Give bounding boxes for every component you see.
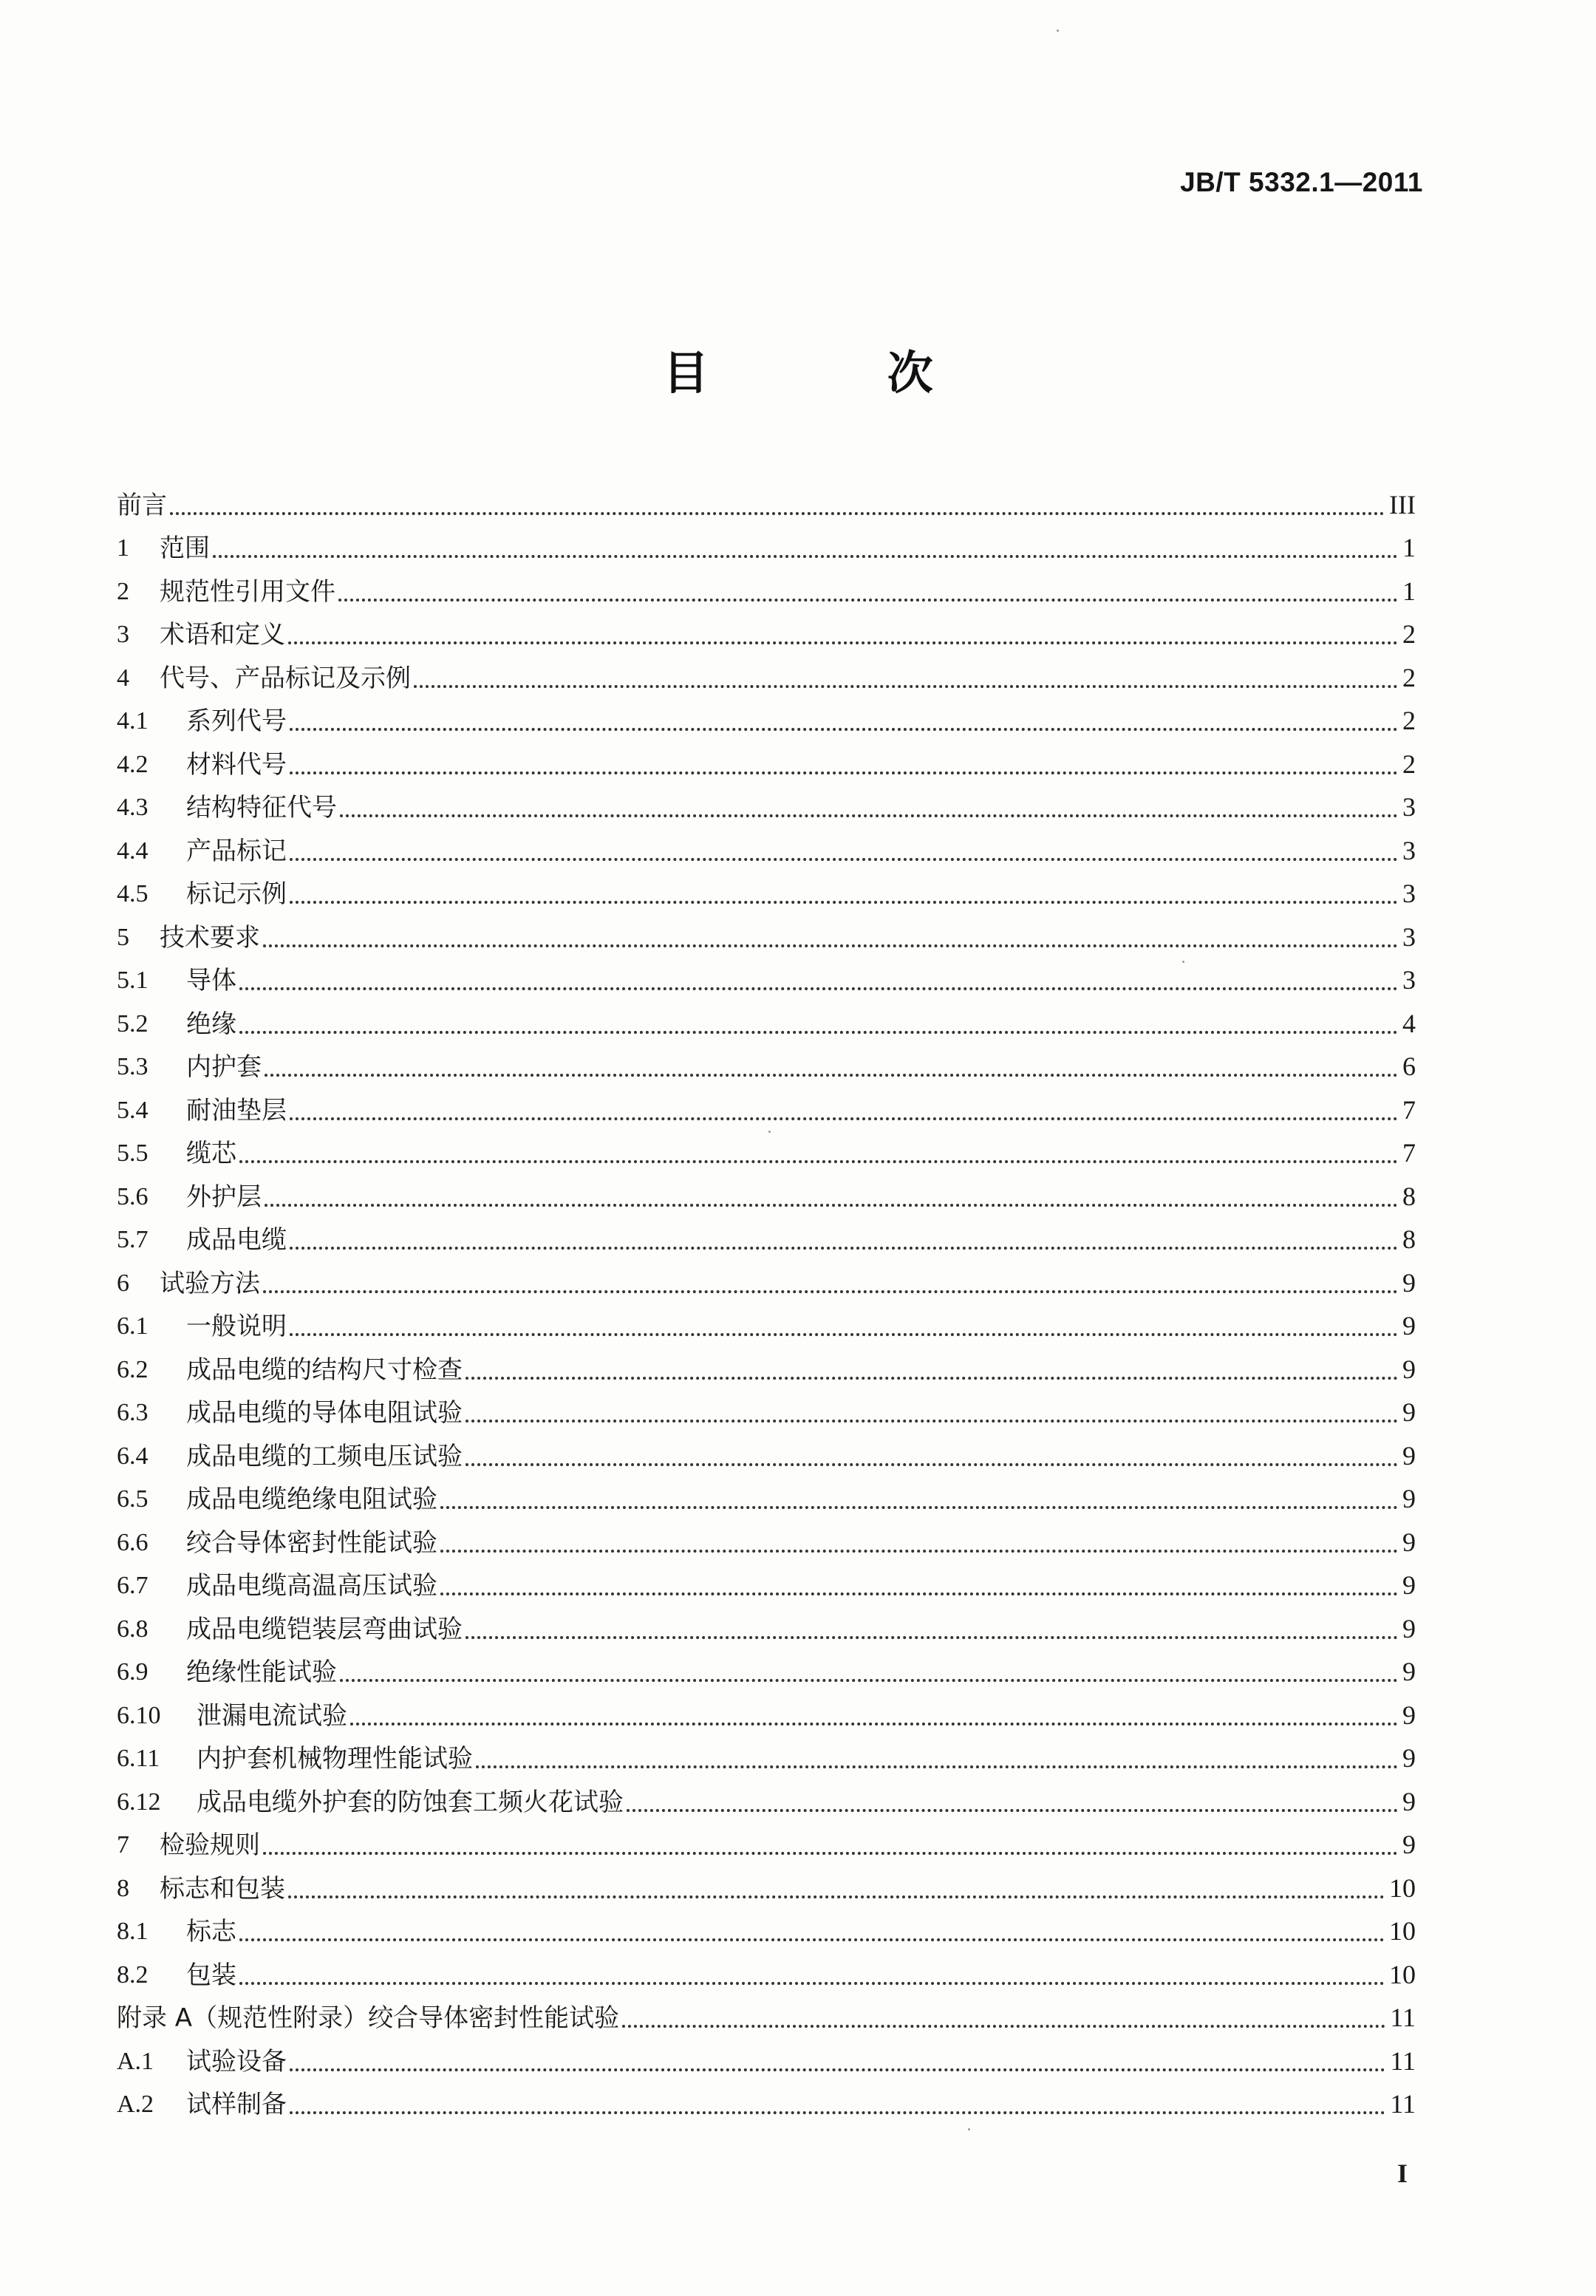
toc-entry-page: 3 <box>1402 922 1416 952</box>
toc-entry-label: 成品电缆的导体电阻试验 <box>186 1398 463 1428</box>
toc-entry-number: 5 <box>117 923 129 951</box>
scan-speck <box>1182 961 1184 963</box>
page-title: 目 次 <box>663 346 1014 400</box>
toc-dot-leader <box>265 1204 1398 1207</box>
toc-entry-number: 6.3 <box>117 1399 149 1426</box>
toc-entry[interactable] <box>117 1689 1416 1733</box>
toc-entry-number: 6.10 <box>117 1701 161 1729</box>
toc-entry-page: 2 <box>1402 749 1416 779</box>
toc-entry[interactable] <box>117 1862 1416 1906</box>
toc-entry-label: 成品电缆外护套的防蚀套工频火花试验 <box>197 1787 624 1817</box>
toc-dot-leader <box>440 1506 1398 1509</box>
toc-dot-leader <box>290 728 1398 731</box>
toc-entry[interactable] <box>117 565 1416 609</box>
toc-entry-label: 缆芯 <box>186 1139 236 1168</box>
toc-entry-label: 泄漏电流试验 <box>197 1700 347 1731</box>
toc-entry[interactable] <box>117 1646 1416 1690</box>
toc-entry-label: 标志和包装 <box>160 1873 285 1904</box>
table-of-contents <box>117 479 1416 2122</box>
toc-entry-label: 检验规则 <box>160 1830 260 1860</box>
toc-dot-leader <box>170 512 1385 515</box>
toc-dot-leader <box>263 1852 1398 1855</box>
toc-entry[interactable] <box>117 1949 1416 1992</box>
toc-entry-label: 试样制备 <box>186 2090 287 2119</box>
toc-entry-page: 3 <box>1402 835 1416 865</box>
toc-entry-label: 技术要求 <box>160 922 260 953</box>
toc-dot-leader <box>239 1982 1385 1985</box>
toc-entry-page: 2 <box>1402 619 1416 649</box>
toc-entry-label: 成品电缆绝缘电阻试验 <box>186 1485 437 1514</box>
toc-entry-label: 范围 <box>160 534 210 563</box>
toc-entry[interactable] <box>117 1041 1416 1085</box>
toc-entry-number: 2 <box>117 577 129 605</box>
toc-entry[interactable] <box>117 825 1416 868</box>
toc-entry-label: 产品标记 <box>186 836 287 866</box>
toc-entry-page: 3 <box>1402 965 1416 995</box>
toc-dot-leader <box>239 987 1398 990</box>
toc-entry[interactable] <box>117 1819 1416 1863</box>
toc-entry[interactable] <box>117 2079 1416 2122</box>
toc-entry[interactable] <box>117 522 1416 566</box>
toc-entry[interactable] <box>117 2035 1416 2079</box>
toc-entry-number: 6.9 <box>117 1658 149 1686</box>
toc-entry-page: 9 <box>1402 1613 1416 1643</box>
toc-entry-number: 5.3 <box>117 1053 149 1080</box>
toc-entry-label: 标志 <box>186 1917 236 1946</box>
toc-entry-label: 结构特征代号 <box>186 793 337 822</box>
toc-entry[interactable] <box>117 1992 1416 2036</box>
toc-entry-number: 4.2 <box>117 750 149 778</box>
toc-dot-leader <box>290 1333 1398 1336</box>
toc-entry-number: 6.5 <box>117 1485 149 1513</box>
toc-entry-page: 9 <box>1402 1267 1416 1298</box>
toc-dot-leader <box>263 1290 1398 1293</box>
toc-entry-number: 8.2 <box>117 1961 149 1989</box>
toc-entry-page: 10 <box>1389 1916 1416 1946</box>
toc-entry-page: 6 <box>1402 1052 1416 1081</box>
toc-dot-leader <box>290 901 1398 904</box>
toc-entry-number: 7 <box>117 1831 129 1859</box>
toc-entry[interactable] <box>117 782 1416 825</box>
toc-entry-page: 10 <box>1389 1959 1416 1989</box>
toc-entry[interactable] <box>117 1560 1416 1604</box>
toc-dot-leader <box>340 814 1398 817</box>
toc-entry[interactable] <box>117 1516 1416 1560</box>
toc-entry[interactable] <box>117 1301 1416 1344</box>
toc-entry[interactable] <box>117 609 1416 653</box>
toc-entry-number: 5.4 <box>117 1096 149 1124</box>
toc-entry-label: 附录 A（规范性附录）绞合导体密封性能试验 <box>117 2003 620 2033</box>
toc-entry-page: 9 <box>1402 1397 1416 1427</box>
toc-dot-leader <box>213 555 1398 558</box>
toc-dot-leader <box>239 1160 1398 1163</box>
toc-dot-leader <box>414 685 1398 688</box>
toc-entry-label: 成品电缆铠装层弯曲试验 <box>186 1614 463 1644</box>
toc-entry-page: 11 <box>1390 2003 1416 2032</box>
toc-dot-leader <box>239 1031 1398 1034</box>
toc-dot-leader <box>290 1247 1398 1250</box>
toc-entry-page: 7 <box>1402 1138 1416 1168</box>
toc-entry-label: 术语和定义 <box>160 620 285 650</box>
toc-dot-leader <box>350 1723 1398 1726</box>
toc-entry-page: 2 <box>1402 706 1416 735</box>
toc-dot-leader <box>290 2111 1385 2114</box>
toc-dot-leader <box>627 1809 1398 1812</box>
toc-entry-label: 前言 <box>117 490 167 520</box>
toc-entry-label: 内护套机械物理性能试验 <box>197 1744 473 1774</box>
toc-dot-leader <box>622 2025 1385 2028</box>
toc-entry-page: 10 <box>1389 1873 1416 1903</box>
toc-entry-page: 9 <box>1402 1527 1416 1557</box>
toc-entry-label: 内护套 <box>186 1052 262 1082</box>
toc-entry[interactable] <box>117 1343 1416 1387</box>
toc-entry-number: 6.1 <box>117 1312 149 1340</box>
toc-entry-page: 9 <box>1402 1311 1416 1341</box>
toc-entry-number: 4.3 <box>117 794 149 821</box>
toc-entry-label: 绝缘性能试验 <box>186 1658 337 1687</box>
toc-entry-label: 试验方法 <box>160 1268 260 1298</box>
toc-dot-leader <box>440 1550 1398 1553</box>
toc-entry-number: 1 <box>117 534 129 562</box>
toc-entry-number: 6.12 <box>117 1788 161 1816</box>
toc-entry-page: 1 <box>1402 533 1416 562</box>
toc-entry-number: 6.11 <box>117 1745 160 1772</box>
toc-entry-label: 成品电缆的结构尺寸检查 <box>186 1355 463 1385</box>
toc-dot-leader <box>290 1117 1398 1120</box>
toc-entry-page: 11 <box>1390 2045 1416 2076</box>
toc-dot-leader <box>466 1420 1398 1423</box>
toc-entry-page: 9 <box>1402 1570 1416 1600</box>
toc-entry-label: 一般说明 <box>186 1312 287 1341</box>
toc-entry-label: 材料代号 <box>186 749 287 780</box>
toc-entry-label: 绝缘 <box>186 1009 236 1039</box>
toc-entry-label: 试验设备 <box>186 2046 287 2077</box>
toc-entry[interactable] <box>117 955 1416 998</box>
toc-dot-leader <box>290 2068 1385 2071</box>
page-number: I <box>1396 2159 1408 2188</box>
toc-entry-label: 外护层 <box>186 1182 262 1212</box>
toc-entry[interactable] <box>117 1603 1416 1646</box>
toc-entry-page: 9 <box>1402 1354 1416 1384</box>
toc-entry-number: 8 <box>117 1874 129 1902</box>
toc-entry-page: 3 <box>1402 792 1416 822</box>
toc-entry-label: 成品电缆 <box>186 1225 287 1255</box>
toc-entry[interactable] <box>117 1128 1416 1171</box>
toc-dot-leader <box>340 1679 1398 1682</box>
toc-entry-number: 6.7 <box>117 1572 149 1599</box>
toc-entry-number: A.1 <box>117 2047 154 2075</box>
toc-dot-leader <box>288 1895 1385 1898</box>
toc-entry[interactable] <box>117 1084 1416 1128</box>
toc-entry[interactable] <box>117 1387 1416 1431</box>
toc-entry-page: 1 <box>1402 576 1416 606</box>
toc-entry[interactable] <box>117 695 1416 739</box>
toc-entry-number: 4 <box>117 664 129 692</box>
toc-entry-label: 系列代号 <box>186 706 287 736</box>
toc-entry-label: 绞合导体密封性能试验 <box>186 1527 437 1558</box>
toc-dot-leader <box>263 944 1398 947</box>
toc-entry-page: III <box>1389 489 1416 520</box>
toc-entry-number: 6.6 <box>117 1528 149 1556</box>
toc-entry-number: 6.2 <box>117 1355 149 1383</box>
toc-entry[interactable] <box>117 652 1416 695</box>
toc-dot-leader <box>338 599 1398 602</box>
toc-entry-number: 4.1 <box>117 707 149 735</box>
toc-entry[interactable] <box>117 1733 1416 1776</box>
toc-entry-page: 8 <box>1402 1181 1416 1211</box>
standard-code: JB/T 5332.1—2011 <box>1180 167 1423 197</box>
toc-entry-label: 成品电缆的工频电压试验 <box>186 1441 463 1471</box>
toc-entry[interactable] <box>117 1214 1416 1258</box>
toc-entry-number: 6.8 <box>117 1615 149 1643</box>
toc-entry[interactable] <box>117 1906 1416 1949</box>
toc-entry-page: 9 <box>1402 1700 1416 1730</box>
toc-entry[interactable] <box>117 868 1416 912</box>
toc-dot-leader <box>466 1636 1398 1639</box>
toc-entry-page: 4 <box>1402 1008 1416 1038</box>
toc-entry-number: 4.4 <box>117 837 149 865</box>
toc-entry-number: 5.7 <box>117 1226 149 1253</box>
toc-entry-page: 9 <box>1402 1484 1416 1513</box>
scan-speck <box>768 1131 771 1133</box>
toc-entry-label: 规范性引用文件 <box>160 576 335 607</box>
toc-entry-number: 6.4 <box>117 1442 149 1470</box>
toc-dot-leader <box>265 1074 1398 1077</box>
toc-entry[interactable] <box>117 1430 1416 1474</box>
toc-entry[interactable] <box>117 1257 1416 1301</box>
toc-dot-leader <box>466 1463 1398 1466</box>
toc-entry-page: 9 <box>1402 1657 1416 1686</box>
toc-dot-leader <box>290 858 1398 861</box>
toc-entry-label: 导体 <box>186 966 236 995</box>
toc-entry-label: 标记示例 <box>186 879 287 909</box>
toc-entry-page: 3 <box>1402 879 1416 908</box>
toc-entry-number: 6 <box>117 1269 129 1297</box>
toc-entry-page: 9 <box>1402 1830 1416 1859</box>
toc-entry[interactable] <box>117 911 1416 955</box>
toc-entry-number: 5.6 <box>117 1182 149 1210</box>
toc-entry-page: 7 <box>1402 1094 1416 1125</box>
toc-dot-leader <box>440 1592 1398 1595</box>
toc-entry-number: A.2 <box>117 2091 154 2118</box>
toc-entry-number: 3 <box>117 621 129 648</box>
toc-entry[interactable] <box>117 1474 1416 1517</box>
toc-entry[interactable] <box>117 479 1416 522</box>
toc-dot-leader <box>288 641 1398 644</box>
toc-entry-page: 9 <box>1402 1743 1416 1773</box>
scan-speck <box>1057 30 1059 32</box>
toc-entry[interactable] <box>117 1776 1416 1819</box>
toc-entry-page: 8 <box>1402 1224 1416 1254</box>
toc-dot-leader <box>476 1765 1398 1768</box>
toc-entry-number: 5.2 <box>117 1009 149 1038</box>
toc-entry-number: 5.1 <box>117 967 149 994</box>
toc-entry[interactable] <box>117 1171 1416 1214</box>
toc-entry-label: 耐油垫层 <box>186 1095 287 1125</box>
toc-entry[interactable] <box>117 998 1416 1041</box>
toc-dot-leader <box>239 1938 1385 1941</box>
toc-entry-number: 8.1 <box>117 1918 149 1945</box>
toc-entry-label: 包装 <box>186 1960 236 1990</box>
toc-entry[interactable] <box>117 738 1416 782</box>
scan-speck <box>968 2128 970 2130</box>
toc-entry-page: 9 <box>1402 1786 1416 1816</box>
toc-dot-leader <box>466 1377 1398 1380</box>
toc-entry-page: 2 <box>1402 662 1416 692</box>
toc-entry-label: 成品电缆高温高压试验 <box>186 1571 437 1601</box>
toc-entry-number: 5.5 <box>117 1140 149 1167</box>
toc-entry-number: 4.5 <box>117 880 149 907</box>
toc-dot-leader <box>290 771 1398 774</box>
toc-entry-page: 11 <box>1390 2089 1416 2119</box>
toc-entry-page: 9 <box>1402 1440 1416 1471</box>
toc-entry-label: 代号、产品标记及示例 <box>160 663 411 693</box>
